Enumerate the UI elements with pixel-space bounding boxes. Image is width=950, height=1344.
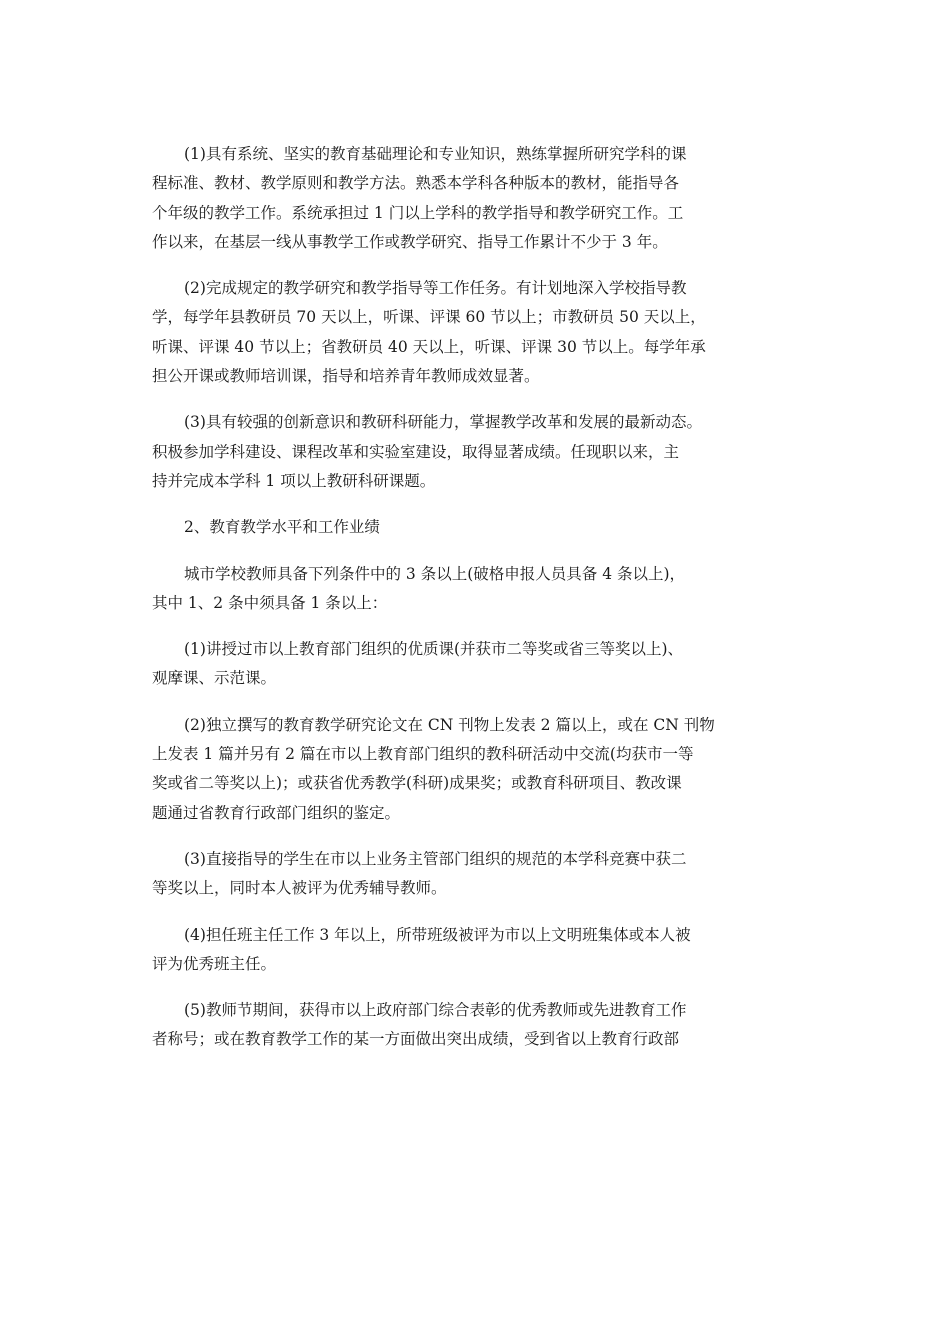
text-line: 上发表 1 篇并另有 2 篇在市以上教育部门组织的教科研活动中交流(均获市一等: [152, 745, 694, 764]
text-line: (3)具有较强的创新意识和教研科研能力，掌握教学改革和发展的最新动态。: [184, 413, 702, 432]
paragraph-7: [152, 711, 792, 828]
paragraph-2: [152, 274, 792, 391]
text-line: 城市学校教师具备下列条件中的 3 条以上(破格申报人员具备 4 条以上)，: [184, 564, 686, 583]
text-line: (3)直接指导的学生在市以上业务主管部门组织的规范的本学科竞赛中获二: [184, 849, 687, 868]
text-line: 2、教育教学水平和工作业绩: [184, 518, 380, 537]
text-line: 奖或省二等奖以上)；或获省优秀教学(科研)成果奖；或教育科研项目、教改课: [152, 774, 682, 793]
text-line: 积极参加学科建设、课程改革和实验室建设，取得显著成绩。任现职以来，主: [152, 442, 680, 461]
paragraph-3: [152, 408, 792, 496]
text-line: 其中 1、2 条中须具备 1 条以上：: [152, 593, 388, 612]
text-line: 听课、评课 40 节以上；省教研员 40 天以上，听课、评课 30 节以上。每学年承: [152, 337, 706, 356]
text-line: 学，每学年县教研员 70 天以上，听课、评课 60 节以上；市教研员 50 天以上，: [152, 308, 706, 327]
document-body: [152, 140, 792, 1072]
text-line: (2)完成规定的教学研究和教学指导等工作任务。有计划地深入学校指导教: [184, 279, 687, 298]
text-line: 题通过省教育行政部门组织的鉴定。: [152, 803, 401, 822]
text-line: 观摩课、示范课。: [152, 669, 277, 688]
text-line: 评为优秀班主任。: [152, 954, 277, 973]
text-line: 担公开课或教师培训课，指导和培养青年教师成效显著。: [152, 367, 540, 386]
paragraph-6: [152, 635, 792, 694]
paragraph-9: [152, 921, 792, 980]
paragraph-1: [152, 140, 792, 257]
text-line: 等奖以上，同时本人被评为优秀辅导教师。: [152, 879, 447, 898]
text-line: (2)独立撰写的教育教学研究论文在 CN 刊物上发表 2 篇以上，或在 CN 刊物: [184, 715, 715, 734]
text-line: 程标准、教材、教学原则和教学方法。熟悉本学科各种版本的教材，能指导各: [152, 174, 680, 193]
text-line: (1)讲授过市以上教育部门组织的优质课(并获市二等奖或省三等奖以上)、: [184, 640, 684, 659]
text-line: (5)教师节期间，获得市以上政府部门综合表彰的优秀教师或先进教育工作: [184, 1001, 687, 1020]
paragraph-10: [152, 996, 792, 1055]
text-line: 者称号；或在教育教学工作的某一方面做出突出成绩，受到省以上教育行政部: [152, 1030, 680, 1049]
text-line: (4)担任班主任工作 3 年以上，所带班级被评为市以上文明班集体或本人被: [184, 925, 691, 944]
text-line: 持并完成本学科 1 项以上教研科研课题。: [152, 471, 436, 490]
section-heading: [152, 513, 792, 542]
text-line: 作以来，在基层一线从事教学工作或教学研究、指导工作累计不少于 3 年。: [152, 232, 668, 251]
paragraph-8: [152, 845, 792, 904]
text-line: (1)具有系统、坚实的教育基础理论和专业知识，熟练掌握所研究学科的课: [184, 145, 687, 163]
text-line: 个年级的教学工作。系统承担过 1 门以上学科的教学指导和教学研究工作。工: [152, 203, 684, 222]
paragraph-5: [152, 560, 792, 619]
